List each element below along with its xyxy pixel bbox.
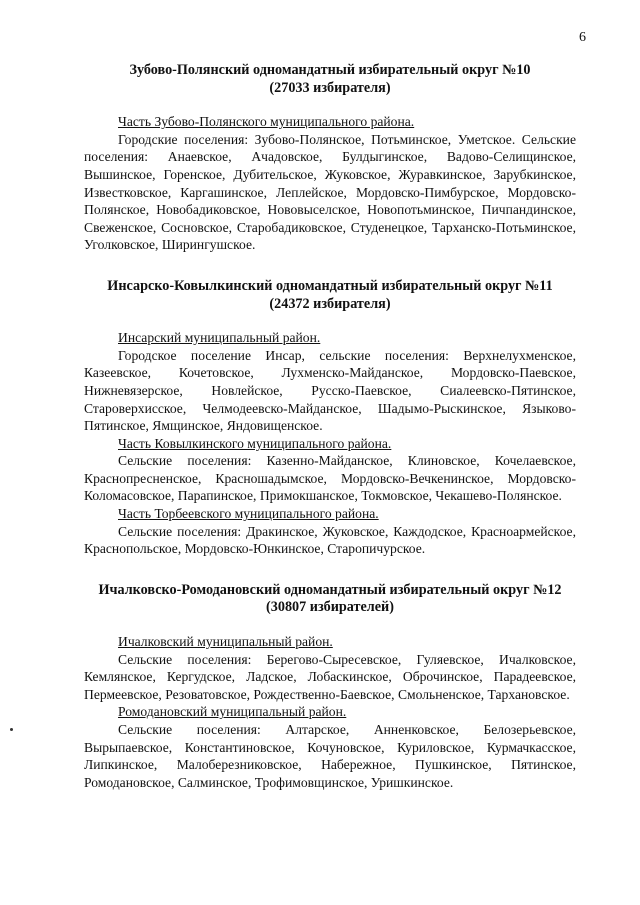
part-body: Городское поселение Инсар, сельские поселения: Верхнелухменское, Казеевское, Кочетовское, Лухменско-Майданское, Мордовско-Паевское, Нижневязерское, Новлейское, Русско-Паевское, Сиалеевско-Пятинское, Староверхисское, Челмодеевско-Майданское, Шадымо-Рыскинское, Языково-Пятинское, Ямщинское, Яндовищенское. (84, 347, 576, 434)
part-body: Городские поселения: Зубово-Полянское, Потьминское, Уметское. Сельские поселения: Анаевское, Ачадовское, Булдыгинское, Вадово-Селищинское, Вышинское, Горенское, Дубительское, Жуковское, Журавкинское, Зарубкинское, Известковское, Каргашинское, Леплейское, Мордовско-Пимбурское, Мордовско-Полянское, Новобадиковское, Нововыселское, Новопотьминское, Пичпандинское, Свеженское, Сосновское, Старобадиковское, Студенецкое, Тарханско-Потьминское, Уголковское, Ширингушское. (84, 131, 576, 253)
part-heading: Ичалковский муниципальный район. (118, 634, 333, 650)
district-title: Инсарско-Ковылкинский одномандатный избирательный округ №11 (107, 277, 553, 294)
district-title: Зубово-Полянский одномандатный избирательный округ №10 (129, 62, 531, 78)
page-number: 6 (579, 30, 586, 45)
stray-mark (10, 728, 13, 731)
part-heading: Часть Торбеевского муниципального района. (118, 506, 379, 522)
part-heading: Часть Ковылкинского муниципального района. (118, 435, 392, 451)
document-content (84, 62, 576, 815)
district-voters: (27033 избирателя) (269, 79, 391, 96)
district-section (84, 278, 576, 558)
part-heading: Ромодановский муниципальный район. (118, 704, 347, 720)
district-title: Ичалковско-Ромодановский одномандатный избирательный округ №12 (98, 581, 562, 598)
district-section (84, 582, 576, 792)
part-heading: Инсарский муниципальный район. (118, 330, 321, 346)
part-body: Сельские поселения: Берегово-Сыресевское, Гуляевское, Ичалковское, Кемлянское, Кергудское, Ладское, Лобаскинское, Оброчинское, Парадеевское, Пермеевское, Резоватовское, Рождественно-Баевское, Смольненское, Тархановское. (84, 651, 576, 702)
part-body: Сельские поселения: Казенно-Майданское, Клиновское, Кочелаевское, Краснопресненское, Красношадымское, Мордовско-Вечкенинское, Мордовско-Коломасовское, Парапинское, Примокшанское, Токмовское, Чекашево-Полянское. (84, 453, 576, 504)
district-voters: (24372 избирателя) (269, 295, 391, 312)
part-body: Сельские поселения: Алтарское, Анненковское, Белозерьевское, Вырыпаевское, Константиновское, Кочуновское, Куриловское, Курмачкасское, Липкинское, Малоберезниковское, Набережное, Пушкинское, Пятинское, Ромодановское, Салминское, Трофимовщинское, Уришкинское. (84, 722, 576, 790)
district-section (84, 62, 576, 254)
part-body: Сельские поселения: Дракинское, Жуковское, Каждодское, Красноармейское, Краснопольское, Мордовско-Юнкинское, Старопичурское. (84, 523, 576, 557)
district-voters: (30807 избирателей) (266, 599, 394, 616)
part-heading: Часть Зубово-Полянского муниципального района. (118, 114, 415, 130)
